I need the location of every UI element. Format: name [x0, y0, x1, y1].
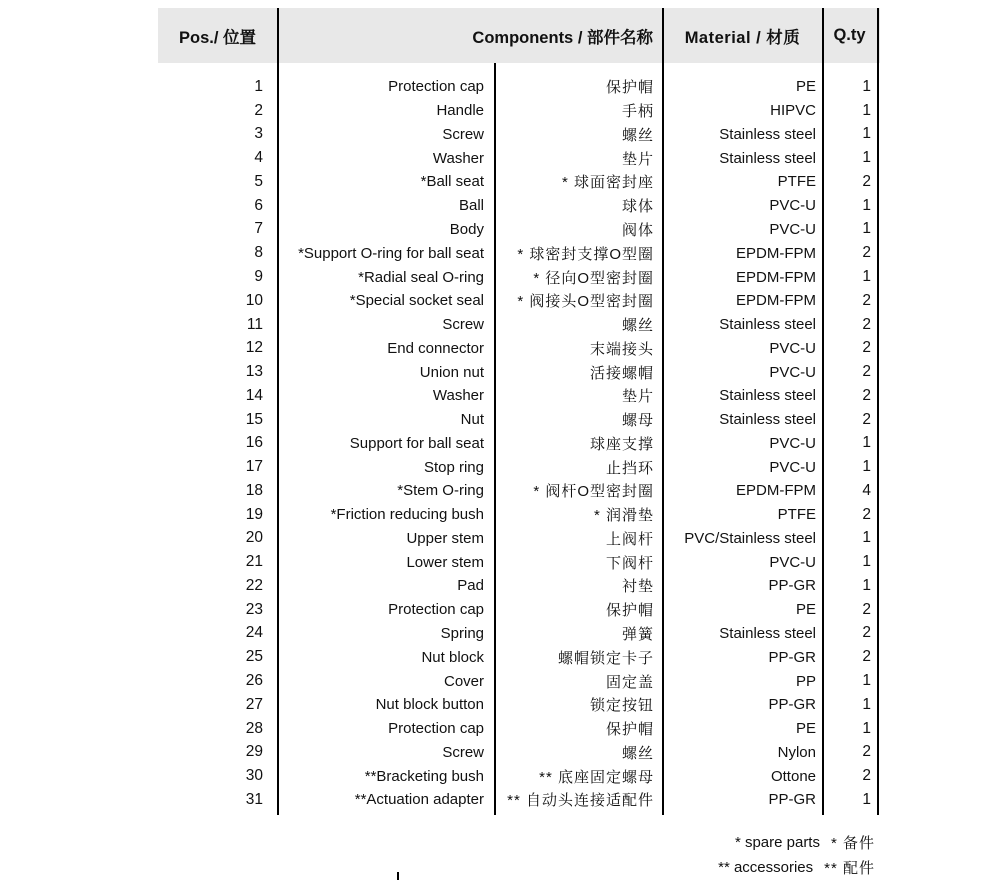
cell-pos: 23 [245, 600, 263, 618]
cell-pos: 22 [245, 576, 263, 594]
header-pos: Pos./ 位置 [178, 28, 256, 47]
cell-pos: 14 [245, 386, 263, 404]
header-material: Material / 材质 [684, 28, 801, 47]
cell-qty: 1 [862, 268, 871, 285]
cell-mat: PTFE [777, 506, 816, 524]
cell-mat: Stainless steel [719, 149, 816, 167]
table-row [158, 99, 880, 123]
cell-mat: Nylon [777, 743, 816, 761]
cell-pos: 29 [245, 743, 263, 761]
cell-zh: ** 自动头连接适配件 [507, 792, 654, 810]
cell-zh: 球体 [621, 198, 654, 216]
cell-zh: * 润滑垫 [593, 507, 654, 525]
cell-pos: 17 [245, 458, 263, 476]
cell-pos: 25 [245, 648, 263, 666]
cell-qty: 2 [862, 624, 871, 642]
cell-en: Nut [460, 411, 484, 429]
column-divider-material [662, 8, 664, 815]
cell-en: Screw [442, 316, 484, 334]
cell-qty: 1 [862, 101, 871, 119]
cell-mat: PVC-U [769, 339, 816, 357]
cell-en: **Actuation adapter [354, 791, 484, 809]
table-row [158, 75, 880, 99]
cell-en: Nut block button [375, 696, 484, 714]
cell-mat: Stainless steel [719, 125, 816, 143]
cell-qty: 1 [862, 529, 871, 547]
column-divider-pos [277, 8, 279, 815]
cell-zh: 螺丝 [621, 744, 654, 762]
cell-pos: 26 [245, 672, 263, 690]
cell-mat: Stainless steel [719, 624, 816, 642]
table-row [158, 622, 880, 646]
cell-qty: 2 [862, 410, 871, 428]
cell-en: Cover [443, 672, 484, 690]
table-row [158, 431, 880, 455]
cell-zh: 手柄 [621, 103, 654, 121]
table-row [158, 717, 880, 741]
header-qty: Q.ty [833, 26, 866, 44]
cell-pos: 21 [245, 553, 263, 571]
cell-qty: 4 [862, 481, 871, 499]
cell-pos: 9 [254, 268, 263, 285]
cell-en: Protection cap [388, 78, 484, 96]
cell-pos: 2 [254, 101, 263, 119]
table-row [158, 455, 880, 479]
cell-qty: 1 [862, 672, 871, 690]
cell-zh: 垫片 [621, 388, 654, 406]
cell-qty: 1 [862, 790, 871, 808]
cell-zh: 末端接头 [589, 340, 654, 358]
cell-mat: Stainless steel [719, 387, 816, 405]
cell-mat: PVC-U [769, 553, 816, 571]
table-row [158, 218, 880, 242]
cell-zh: * 阀杆O型密封圈 [533, 483, 654, 501]
footnote-accessories-en: ** accessories [718, 859, 814, 876]
cell-en: Stop ring [423, 458, 484, 476]
cell-qty: 2 [862, 767, 871, 785]
table-header-row [158, 8, 880, 63]
cell-zh: 弹簧 [621, 625, 654, 643]
cell-mat: EPDM-FPM [736, 268, 816, 286]
cell-mat: PVC/Stainless steel [684, 529, 816, 547]
cell-en: Handle [436, 102, 484, 120]
cell-zh: 阀体 [621, 221, 654, 239]
cell-pos: 27 [245, 695, 263, 713]
column-divider-components-mid [494, 63, 496, 815]
table-row [158, 479, 880, 503]
footnote-accessories-zh: ** 配件 [824, 860, 875, 877]
table-row [158, 645, 880, 669]
cell-mat: PP-GR [768, 577, 816, 595]
cell-qty: 2 [862, 743, 871, 761]
cell-zh: * 球面密封座 [561, 174, 654, 192]
cell-qty: 1 [862, 458, 871, 476]
cell-zh: 垫片 [621, 150, 654, 168]
column-divider-qty [822, 8, 824, 815]
table-row [158, 170, 880, 194]
cell-qty: 2 [862, 648, 871, 666]
cell-qty: 1 [862, 220, 871, 238]
cell-pos: 20 [245, 529, 263, 547]
cell-en: *Stem O-ring [397, 482, 484, 500]
cell-qty: 2 [862, 363, 871, 381]
table-row [158, 360, 880, 384]
cell-pos: 8 [254, 244, 263, 262]
cell-qty: 1 [862, 719, 871, 737]
table-row [158, 123, 880, 147]
parts-list-table [158, 8, 880, 815]
cell-en: Washer [432, 387, 484, 405]
cell-mat: PVC-U [769, 220, 816, 238]
cell-zh: 固定盖 [605, 673, 654, 691]
cell-en: Spring [440, 624, 484, 642]
cell-qty: 2 [862, 600, 871, 618]
cell-mat: Stainless steel [719, 316, 816, 334]
cell-zh: * 球密封支撑O型圈 [517, 245, 654, 263]
cell-qty: 2 [862, 505, 871, 523]
cell-zh: 衬垫 [621, 578, 654, 596]
cell-mat: PVC-U [769, 363, 816, 381]
table-row [158, 574, 880, 598]
cell-pos: 11 [246, 315, 263, 333]
cell-pos: 19 [245, 505, 263, 523]
cell-zh: 锁定按钮 [589, 697, 654, 715]
table-row [158, 598, 880, 622]
table-row [158, 194, 880, 218]
cell-en: *Radial seal O-ring [358, 268, 484, 286]
cell-en: Union nut [419, 363, 484, 381]
cell-mat: EPDM-FPM [736, 292, 816, 310]
cell-mat: PP [795, 672, 816, 690]
cell-zh: 保护帽 [605, 602, 654, 620]
table-row [158, 503, 880, 527]
cell-qty: 2 [862, 315, 871, 333]
cell-qty: 1 [862, 149, 871, 167]
cell-en: Protection cap [388, 720, 484, 738]
cell-zh: 螺丝 [621, 126, 654, 144]
cell-zh: 上阀杆 [605, 530, 654, 548]
cell-en: Washer [432, 149, 484, 167]
table-row [158, 740, 880, 764]
table-body [158, 75, 880, 812]
cell-qty: 1 [862, 196, 871, 214]
cell-mat: PVC-U [769, 434, 816, 452]
cell-zh: * 径向O型密封圈 [533, 269, 654, 287]
cell-en: Screw [442, 743, 484, 761]
cell-zh: 螺丝 [621, 317, 654, 335]
cell-en: Ball [458, 197, 484, 215]
cell-en: Protection cap [388, 601, 484, 619]
footnote-spare-parts-en: * spare parts [734, 834, 820, 851]
cell-mat: PP-GR [768, 791, 816, 809]
table-row [158, 408, 880, 432]
cell-qty: 1 [862, 553, 871, 571]
cell-zh: 保护帽 [605, 79, 654, 97]
cell-pos: 18 [245, 481, 263, 499]
table-right-border [877, 8, 879, 815]
cell-qty: 1 [862, 125, 871, 143]
cell-mat: PE [795, 720, 816, 738]
cell-en: Pad [457, 577, 484, 595]
cell-pos: 1 [254, 77, 263, 95]
cell-pos: 30 [245, 767, 263, 785]
cell-pos: 15 [245, 410, 263, 428]
cell-pos: 24 [245, 624, 263, 642]
cell-qty: 1 [862, 77, 871, 95]
cell-pos: 31 [245, 790, 263, 808]
cell-mat: PTFE [777, 173, 816, 191]
table-row [158, 693, 880, 717]
cell-en: *Ball seat [420, 173, 484, 191]
cell-en: End connector [387, 339, 484, 357]
cell-en: Upper stem [406, 529, 484, 547]
table-row [158, 669, 880, 693]
cell-qty: 2 [862, 172, 871, 190]
cell-en: Lower stem [406, 553, 484, 571]
cell-qty: 1 [862, 434, 871, 452]
footnotes [718, 830, 875, 880]
table-row [158, 336, 880, 360]
cell-en: Screw [442, 125, 484, 143]
cell-en: *Special socket seal [349, 292, 484, 310]
cell-pos: 13 [245, 363, 263, 381]
table-row [158, 146, 880, 170]
cell-qty: 2 [862, 339, 871, 357]
cell-pos: 6 [254, 196, 263, 214]
cell-zh: 止挡环 [605, 459, 654, 477]
cell-mat: EPDM-FPM [736, 244, 816, 262]
cell-en: Nut block [421, 648, 484, 666]
cell-en: *Support O-ring for ball seat [298, 244, 484, 262]
cell-zh: 活接螺帽 [589, 364, 654, 382]
cell-qty: 1 [862, 576, 871, 594]
table-row [158, 788, 880, 812]
header-components: Components / 部件名称 [472, 28, 653, 47]
cell-en: Body [449, 220, 484, 238]
cell-qty: 2 [862, 291, 871, 309]
cell-zh: 保护帽 [605, 721, 654, 739]
cell-pos: 5 [254, 172, 263, 190]
footnote-spare-parts [718, 830, 875, 855]
cell-mat: PVC-U [769, 197, 816, 215]
cell-mat: PVC-U [769, 458, 816, 476]
cell-mat: HIPVC [770, 102, 816, 120]
cell-pos: 4 [254, 149, 263, 167]
cell-qty: 1 [862, 695, 871, 713]
cell-pos: 16 [245, 434, 263, 452]
table-row [158, 289, 880, 313]
cell-mat: PE [795, 601, 816, 619]
cell-zh: 下阀杆 [605, 554, 654, 572]
cell-zh: 球座支撑 [589, 435, 654, 453]
table-row [158, 550, 880, 574]
table-row [158, 384, 880, 408]
cell-en: *Friction reducing bush [330, 506, 484, 524]
table-row [158, 313, 880, 337]
bottom-tick-mark [397, 872, 399, 880]
cell-pos: 12 [245, 339, 263, 357]
cell-qty: 2 [862, 244, 871, 262]
cell-zh: * 阀接头O型密封圈 [517, 293, 654, 311]
table-row [158, 764, 880, 788]
cell-zh: ** 底座固定螺母 [539, 768, 654, 786]
cell-qty: 2 [862, 386, 871, 404]
cell-zh: 螺母 [621, 412, 654, 430]
cell-pos: 3 [254, 125, 263, 143]
table-row [158, 241, 880, 265]
table-row [158, 265, 880, 289]
footnote-spare-parts-zh: * 备件 [830, 835, 875, 852]
cell-pos: 28 [245, 719, 263, 737]
table-row [158, 527, 880, 551]
cell-mat: Ottone [770, 767, 816, 785]
cell-pos: 7 [254, 220, 263, 238]
cell-pos: 10 [245, 291, 263, 309]
cell-mat: PP-GR [768, 648, 816, 666]
cell-en: Support for ball seat [349, 434, 484, 452]
footnote-accessories [718, 855, 875, 880]
cell-mat: EPDM-FPM [736, 482, 816, 500]
cell-mat: PP-GR [768, 696, 816, 714]
cell-mat: PE [795, 78, 816, 96]
cell-en: **Bracketing bush [364, 767, 484, 785]
cell-zh: 螺帽锁定卡子 [557, 649, 654, 667]
cell-mat: Stainless steel [719, 411, 816, 429]
